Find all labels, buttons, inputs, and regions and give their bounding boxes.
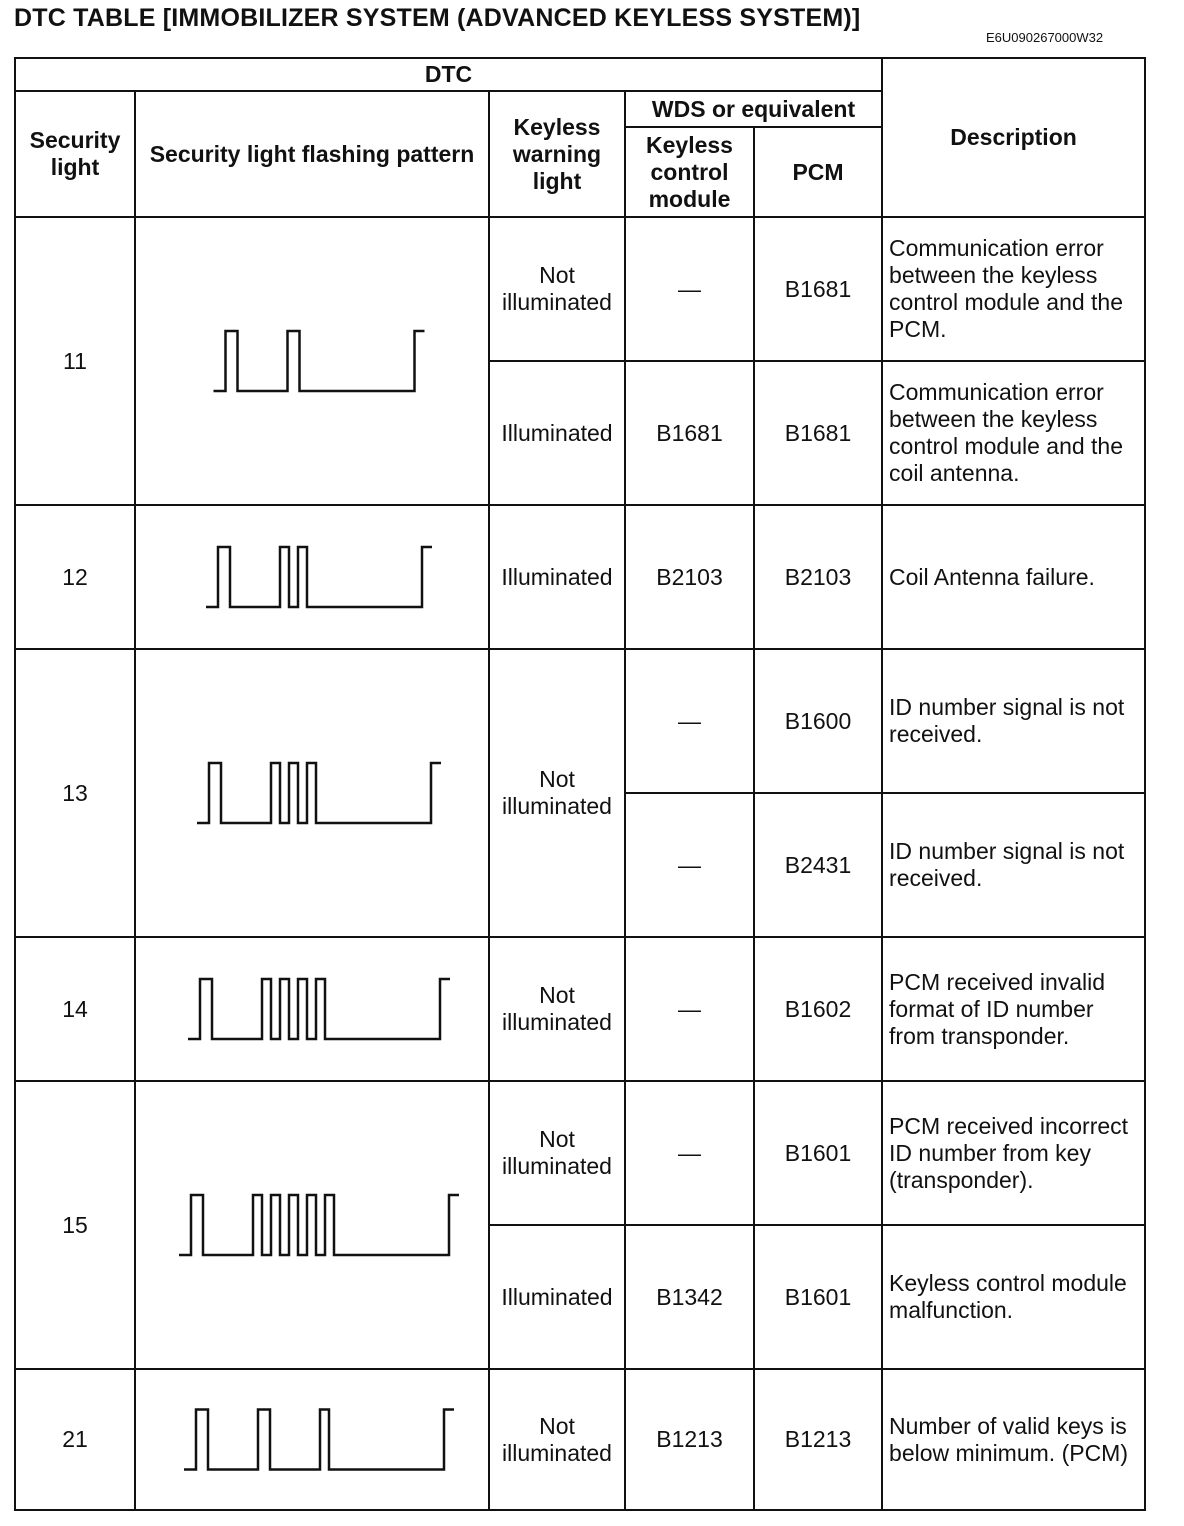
description-cell: Coil Antenna failure. <box>882 505 1145 649</box>
pcm-cell: B1681 <box>754 217 882 361</box>
pcm-cell: B1601 <box>754 1081 882 1225</box>
keyless-control-module-cell: — <box>625 1081 754 1225</box>
flashing-pattern-waveform <box>142 1085 496 1365</box>
flashing-pattern-cell <box>135 1081 489 1369</box>
security-code-cell: 11 <box>15 217 135 505</box>
flashing-pattern-waveform <box>142 1371 496 1508</box>
keyless-control-module-header: Keyless control module <box>625 127 754 217</box>
keyless-warning-cell: Not illuminated <box>489 1369 625 1510</box>
waveform-path <box>188 979 450 1039</box>
security-code-cell: 13 <box>15 649 135 937</box>
wds-header: WDS or equivalent <box>625 91 882 127</box>
keyless-warning-cell: Illuminated <box>489 505 625 649</box>
waveform-path <box>179 1195 459 1255</box>
flashing-pattern-waveform <box>142 221 496 501</box>
waveform-path <box>206 547 432 607</box>
page-title: DTC TABLE [IMMOBILIZER SYSTEM (ADVANCED KEYLESS SYSTEM)] <box>14 4 861 32</box>
keyless-control-module-cell: — <box>625 649 754 793</box>
keyless-warning-cell: Illuminated <box>489 1225 625 1369</box>
description-cell: Communication error between the keyless control module and the PCM. <box>882 217 1145 361</box>
keyless-control-module-cell: — <box>625 937 754 1081</box>
flashing-pattern-waveform <box>142 939 496 1079</box>
dtc-table <box>14 57 1146 1511</box>
keyless-warning-cell: Not illuminated <box>489 937 625 1081</box>
dtc-header: DTC <box>15 58 882 91</box>
flashing-pattern-header: Security light flashing pattern <box>135 91 489 217</box>
keyless-control-module-cell: B1213 <box>625 1369 754 1510</box>
flashing-pattern-cell <box>135 937 489 1081</box>
security-code-cell: 15 <box>15 1081 135 1369</box>
flashing-pattern-cell <box>135 217 489 505</box>
pcm-cell: B1601 <box>754 1225 882 1369</box>
flashing-pattern-waveform <box>142 507 496 647</box>
flashing-pattern-cell <box>135 649 489 937</box>
keyless-warning-cell: Not illuminated <box>489 1081 625 1225</box>
keyless-warning-cell: Not illuminated <box>489 217 625 361</box>
waveform-path <box>214 331 425 391</box>
security-code-cell: 14 <box>15 937 135 1081</box>
pcm-header: PCM <box>754 127 882 217</box>
pcm-cell: B1681 <box>754 361 882 505</box>
keyless-control-module-cell: B1342 <box>625 1225 754 1369</box>
pcm-cell: B1602 <box>754 937 882 1081</box>
description-cell: Number of valid keys is below minimum. (PCM) <box>882 1369 1145 1510</box>
description-cell: PCM received incorrect ID number from key (transponder). <box>882 1081 1145 1225</box>
keyless-control-module-cell: B1681 <box>625 361 754 505</box>
pcm-cell: B2431 <box>754 793 882 937</box>
keyless-warning-cell: Illuminated <box>489 361 625 505</box>
waveform-path <box>197 763 441 823</box>
keyless-control-module-cell: — <box>625 793 754 937</box>
pcm-cell: B1213 <box>754 1369 882 1510</box>
document-id: E6U090267000W32 <box>986 30 1104 45</box>
description-header: Description <box>882 58 1145 217</box>
flashing-pattern-cell <box>135 1369 489 1510</box>
description-cell: Communication error between the keyless control module and the coil antenna. <box>882 361 1145 505</box>
security-light-header: Security light <box>15 91 135 217</box>
flashing-pattern-cell <box>135 505 489 649</box>
keyless-warning-light-header: Keyless warning light <box>489 91 625 217</box>
security-code-cell: 21 <box>15 1369 135 1510</box>
description-cell: PCM received invalid format of ID number from transponder. <box>882 937 1145 1081</box>
description-cell: Keyless control module malfunction. <box>882 1225 1145 1369</box>
description-cell: ID number signal is not received. <box>882 793 1145 937</box>
security-code-cell: 12 <box>15 505 135 649</box>
flashing-pattern-waveform <box>142 653 496 933</box>
keyless-control-module-cell: — <box>625 217 754 361</box>
waveform-path <box>184 1410 454 1470</box>
pcm-cell: B1600 <box>754 649 882 793</box>
keyless-warning-cell: Not illuminated <box>489 649 625 937</box>
keyless-control-module-cell: B2103 <box>625 505 754 649</box>
pcm-cell: B2103 <box>754 505 882 649</box>
description-cell: ID number signal is not received. <box>882 649 1145 793</box>
